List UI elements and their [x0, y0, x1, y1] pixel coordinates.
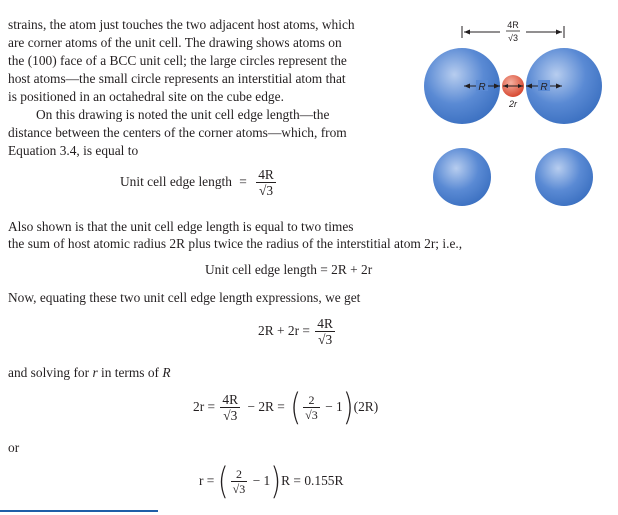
- paragraph-line: strains, the atom just touches the two adjacent host atoms, which: [8, 17, 355, 32]
- eq3-lhs: 2R + 2r =: [258, 323, 310, 339]
- host-atom-bottom-right: [535, 148, 593, 206]
- right-paren: ): [342, 385, 354, 429]
- also-line: the sum of host atomic radius 2R plus twice the radius of the interstitial atom 2r; i.e.,: [8, 236, 463, 251]
- r-label-left: R: [478, 82, 486, 93]
- or-word: or: [8, 440, 20, 455]
- two-r-label: 2r: [508, 99, 518, 109]
- eq1-lhs: Unit cell edge length: [120, 174, 232, 190]
- paragraph-line: host atoms—the small circle represents an interstitial atom that: [8, 71, 346, 86]
- paragraph-line: Equation 3.4, is equal to: [8, 143, 139, 158]
- now-line: Now, equating these two unit cell edge length expressions, we get: [8, 290, 361, 305]
- eq4-lhs: 2r =: [193, 399, 216, 415]
- eq5-minus-one: − 1: [252, 473, 271, 489]
- bcc-face-figure: [412, 14, 612, 209]
- eq4-fraction-2: $\frac{2}{√3}$: [305, 393, 318, 422]
- eq4-minus-one: − 1: [325, 399, 343, 415]
- eq3-denominator: √3: [315, 331, 335, 347]
- dim-arrow-right: [556, 30, 562, 35]
- equation-r-result: [199, 459, 344, 503]
- eq4-tail: (2R): [353, 399, 379, 415]
- eq1-fraction: [256, 168, 276, 198]
- eq3-numerator: 4R: [317, 316, 333, 331]
- dim-label-den: √3: [508, 33, 518, 43]
- paragraph-line: the (100) face of a BCC unit cell; the large circles represent the: [8, 53, 347, 68]
- right-paren: ): [270, 459, 282, 503]
- eq4-mid: − 2R =: [247, 399, 285, 415]
- dim-arrow-left: [464, 30, 470, 35]
- equation-edge-length: [120, 168, 278, 198]
- eq1-equals: =: [239, 174, 247, 190]
- paragraph-line: On this drawing is noted the unit cell edge length—the: [36, 107, 330, 122]
- eq5-tail: R = 0.155R: [281, 473, 344, 489]
- r-label-right: R: [540, 82, 548, 93]
- eq5-lhs: r =: [199, 473, 215, 489]
- paragraph-line: distance between the centers of the corner atoms—which, from: [8, 125, 347, 140]
- equation-solve-2r: [193, 385, 379, 429]
- eq1-numerator: 4R: [258, 167, 274, 182]
- also-line: Also shown is that the unit cell edge length is equal to two times: [8, 219, 354, 234]
- solving-line: and solving for r in terms of R: [8, 365, 171, 380]
- host-atom-bottom-left: [433, 148, 491, 206]
- paragraph-line: are corner atoms of the unit cell. The drawing shows atoms on: [8, 35, 342, 50]
- eq1-denominator: √3: [256, 182, 276, 198]
- paragraph-line: is positioned in an octahedral site on the cube edge.: [8, 89, 284, 104]
- left-paren: (: [290, 385, 302, 429]
- dim-label-num: 4R: [507, 20, 519, 30]
- eq3-fraction: [315, 317, 335, 347]
- left-paren: (: [217, 459, 229, 503]
- equation-edge-sum: Unit cell edge length = 2R + 2r: [205, 262, 373, 277]
- eq4-fraction-1: $\frac{4R}{√3}$: [222, 392, 239, 423]
- equation-equate: [258, 317, 337, 347]
- bottom-rule: [0, 510, 158, 512]
- eq5-fraction: $\frac{2}{√3}$: [232, 467, 246, 496]
